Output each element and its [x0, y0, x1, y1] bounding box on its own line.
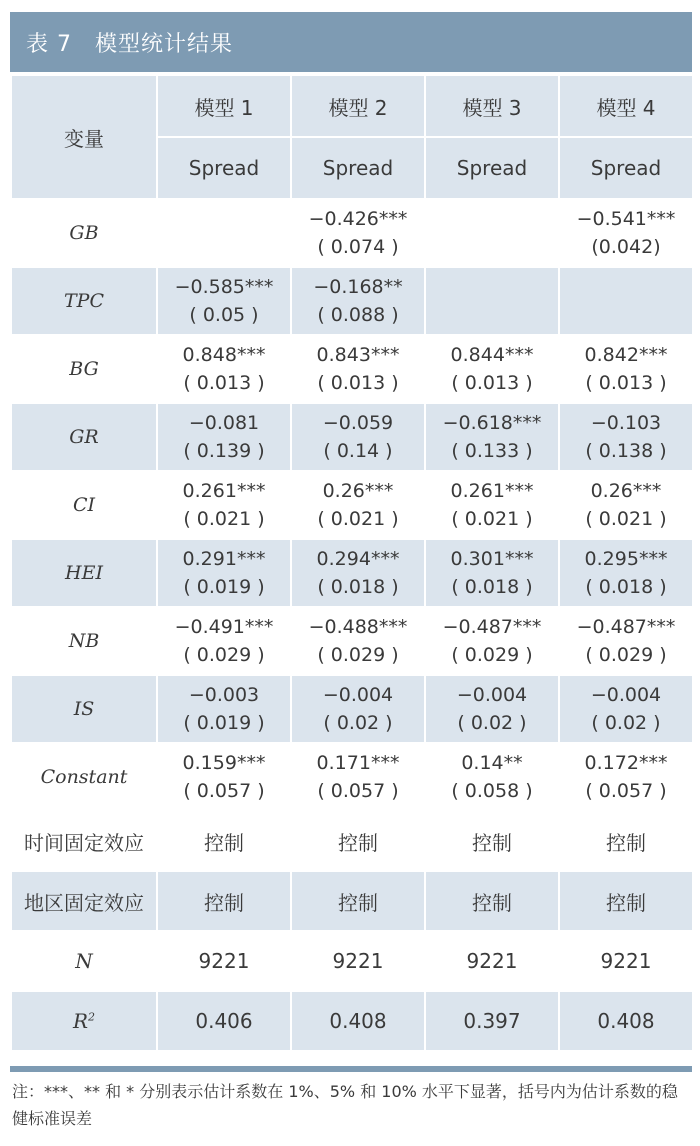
- standard-error-value: ( 0.133 ): [451, 440, 533, 462]
- statistic-cell: 9221: [291, 931, 425, 991]
- standard-error-value: ( 0.02 ): [457, 712, 527, 734]
- variable-name: GB: [11, 199, 157, 267]
- standard-error-value: ( 0.013 ): [317, 372, 399, 394]
- table-row: [11, 335, 693, 403]
- coefficient-cell: [425, 539, 559, 607]
- coefficient-cell: [559, 335, 693, 403]
- coefficient-cell: [425, 199, 559, 267]
- coefficient-value: 0.172***: [584, 752, 668, 774]
- dependent-header: Spread: [425, 137, 559, 199]
- coefficient-cell: [559, 267, 693, 335]
- coefficient-cell: [559, 607, 693, 675]
- coefficient-value: 0.14**: [461, 752, 523, 774]
- standard-error-value: ( 0.013 ): [585, 372, 667, 394]
- coefficient-cell: [157, 471, 291, 539]
- standard-error-value: ( 0.019 ): [183, 576, 265, 598]
- statistic-cell: 控制: [157, 871, 291, 931]
- table-title: 表 7 模型统计结果: [26, 31, 233, 57]
- coefficient-cell: [157, 199, 291, 267]
- coefficient-cell: [425, 607, 559, 675]
- standard-error-value: ( 0.021 ): [585, 508, 667, 530]
- variable-name: IS: [11, 675, 157, 743]
- coefficient-value: 0.261***: [450, 480, 534, 502]
- coefficient-value: 0.844***: [450, 344, 534, 366]
- standard-error-value: ( 0.058 ): [451, 780, 533, 802]
- table-row: [11, 811, 693, 871]
- coefficient-rows: [11, 199, 693, 811]
- coefficient-cell: [559, 471, 693, 539]
- footer-rows: [11, 811, 693, 1051]
- variable-name: BG: [11, 335, 157, 403]
- standard-error-value: ( 0.029 ): [317, 644, 399, 666]
- coefficient-cell: [157, 539, 291, 607]
- coefficient-cell: [157, 675, 291, 743]
- coefficient-value: −0.585***: [174, 276, 274, 298]
- coefficient-cell: [291, 471, 425, 539]
- standard-error-value: ( 0.074 ): [317, 236, 399, 258]
- standard-error-value: ( 0.018 ): [451, 576, 533, 598]
- model-header: 模型 3: [425, 75, 559, 137]
- statistic-cell: 9221: [559, 931, 693, 991]
- standard-error-value: ( 0.057 ): [585, 780, 667, 802]
- coefficient-value: −0.426***: [308, 208, 408, 230]
- coefficient-value: 0.26***: [322, 480, 394, 502]
- standard-error-value: ( 0.05 ): [189, 304, 259, 326]
- statistic-cell: 0.408: [559, 991, 693, 1051]
- row-label-text: R: [72, 1009, 89, 1033]
- coefficient-cell: [157, 335, 291, 403]
- coefficient-value: −0.004: [590, 684, 662, 706]
- statistic-cell: 9221: [425, 931, 559, 991]
- standard-error-value: ( 0.029 ): [585, 644, 667, 666]
- dependent-header: Spread: [157, 137, 291, 199]
- row-label: [11, 811, 157, 871]
- statistic-cell: 控制: [291, 871, 425, 931]
- standard-error-value: ( 0.02 ): [323, 712, 393, 734]
- standard-error-value: ( 0.013 ): [451, 372, 533, 394]
- row-label: [11, 871, 157, 931]
- standard-error-value: ( 0.021 ): [183, 508, 265, 530]
- table-row: [11, 403, 693, 471]
- coefficient-cell: [291, 267, 425, 335]
- coefficient-cell: [559, 675, 693, 743]
- row-label-text: 地区固定效应: [24, 890, 144, 915]
- standard-error-value: ( 0.088 ): [317, 304, 399, 326]
- table-row: [11, 267, 693, 335]
- standard-error-value: ( 0.019 ): [183, 712, 265, 734]
- statistic-cell: 控制: [559, 871, 693, 931]
- header-row-models: [11, 75, 693, 137]
- row-label: [11, 991, 157, 1051]
- coefficient-cell: [425, 675, 559, 743]
- variable-name: NB: [11, 607, 157, 675]
- coefficient-cell: [157, 743, 291, 811]
- standard-error-value: ( 0.029 ): [451, 644, 533, 666]
- table-row: [11, 471, 693, 539]
- model-header: 模型 4: [559, 75, 693, 137]
- coefficient-cell: [559, 743, 693, 811]
- coefficient-cell: [559, 539, 693, 607]
- statistic-cell: 0.397: [425, 991, 559, 1051]
- row-label-text: 时间固定效应: [24, 830, 144, 855]
- coefficient-cell: [425, 267, 559, 335]
- coefficient-cell: [291, 335, 425, 403]
- standard-error-value: ( 0.138 ): [585, 440, 667, 462]
- standard-error-value: ( 0.14 ): [323, 440, 393, 462]
- table-row: [11, 539, 693, 607]
- coefficient-value: −0.081: [188, 412, 260, 434]
- standard-error-value: (0.042): [591, 236, 661, 258]
- model-header: 模型 2: [291, 75, 425, 137]
- table-row: [11, 931, 693, 991]
- standard-error-value: ( 0.057 ): [183, 780, 265, 802]
- row-label: [11, 931, 157, 991]
- row-label-superscript: 2: [88, 1010, 96, 1024]
- coefficient-cell: [559, 403, 693, 471]
- standard-error-value: ( 0.029 ): [183, 644, 265, 666]
- standard-error-value: ( 0.139 ): [183, 440, 265, 462]
- variable-name: CI: [11, 471, 157, 539]
- coefficient-value: 0.294***: [316, 548, 400, 570]
- statistic-cell: 控制: [425, 871, 559, 931]
- variable-name: Constant: [11, 743, 157, 811]
- coefficient-value: 0.26***: [590, 480, 662, 502]
- coefficient-cell: [157, 607, 291, 675]
- table-row: [11, 871, 693, 931]
- variable-name: GR: [11, 403, 157, 471]
- coefficient-value: 0.261***: [182, 480, 266, 502]
- coefficient-value: 0.159***: [182, 752, 266, 774]
- coefficient-cell: [425, 471, 559, 539]
- statistic-cell: 控制: [425, 811, 559, 871]
- coefficient-cell: [425, 403, 559, 471]
- standard-error-value: ( 0.021 ): [451, 508, 533, 530]
- coefficient-cell: [291, 607, 425, 675]
- coefficient-value: 0.291***: [182, 548, 266, 570]
- standard-error-value: ( 0.021 ): [317, 508, 399, 530]
- coefficient-cell: [291, 539, 425, 607]
- statistic-cell: 控制: [559, 811, 693, 871]
- model-header: 模型 1: [157, 75, 291, 137]
- variable-header: 变量: [11, 75, 157, 199]
- coefficient-cell: [291, 675, 425, 743]
- coefficient-value: 0.171***: [316, 752, 400, 774]
- variable-name: HEI: [11, 539, 157, 607]
- table-title-bar: [10, 12, 692, 72]
- coefficient-cell: [157, 267, 291, 335]
- coefficient-value: −0.618***: [442, 412, 542, 434]
- standard-error-value: ( 0.057 ): [317, 780, 399, 802]
- coefficient-value: 0.301***: [450, 548, 534, 570]
- coefficient-value: −0.103: [590, 412, 662, 434]
- dependent-header: Spread: [291, 137, 425, 199]
- coefficient-value: −0.003: [188, 684, 260, 706]
- bottom-rule: [10, 1066, 692, 1072]
- coefficient-cell: [291, 403, 425, 471]
- standard-error-value: ( 0.02 ): [591, 712, 661, 734]
- coefficient-value: −0.004: [322, 684, 394, 706]
- coefficient-value: 0.848***: [182, 344, 266, 366]
- coefficient-value: −0.059: [322, 412, 394, 434]
- statistic-cell: 9221: [157, 931, 291, 991]
- row-label-text: N: [75, 949, 93, 973]
- standard-error-value: ( 0.013 ): [183, 372, 265, 394]
- coefficient-value: 0.843***: [316, 344, 400, 366]
- table-note: 注：***、** 和 * 分别表示估计系数在 1%、5% 和 10% 水平下显著，括号内为估计系数的稳健标准误差: [12, 1082, 678, 1128]
- coefficient-cell: [157, 403, 291, 471]
- coefficient-cell: [291, 743, 425, 811]
- table-row: [11, 675, 693, 743]
- coefficient-cell: [559, 199, 693, 267]
- variable-name: TPC: [11, 267, 157, 335]
- table-row: [11, 991, 693, 1051]
- coefficient-value: −0.541***: [576, 208, 676, 230]
- coefficient-value: −0.168**: [313, 276, 403, 298]
- table-row: [11, 607, 693, 675]
- coefficient-cell: [425, 335, 559, 403]
- coefficient-cell: [425, 743, 559, 811]
- statistic-cell: 控制: [291, 811, 425, 871]
- coefficient-value: −0.491***: [174, 616, 274, 638]
- statistic-cell: 控制: [157, 811, 291, 871]
- coefficient-value: −0.487***: [442, 616, 542, 638]
- results-table: [10, 74, 694, 1052]
- table-row: [11, 199, 693, 267]
- table-row: [11, 743, 693, 811]
- coefficient-value: −0.487***: [576, 616, 676, 638]
- coefficient-value: 0.295***: [584, 548, 668, 570]
- coefficient-value: 0.842***: [584, 344, 668, 366]
- dependent-header: Spread: [559, 137, 693, 199]
- statistic-cell: 0.408: [291, 991, 425, 1051]
- coefficient-cell: [291, 199, 425, 267]
- coefficient-value: −0.488***: [308, 616, 408, 638]
- standard-error-value: ( 0.018 ): [317, 576, 399, 598]
- standard-error-value: ( 0.018 ): [585, 576, 667, 598]
- coefficient-value: −0.004: [456, 684, 528, 706]
- statistic-cell: 0.406: [157, 991, 291, 1051]
